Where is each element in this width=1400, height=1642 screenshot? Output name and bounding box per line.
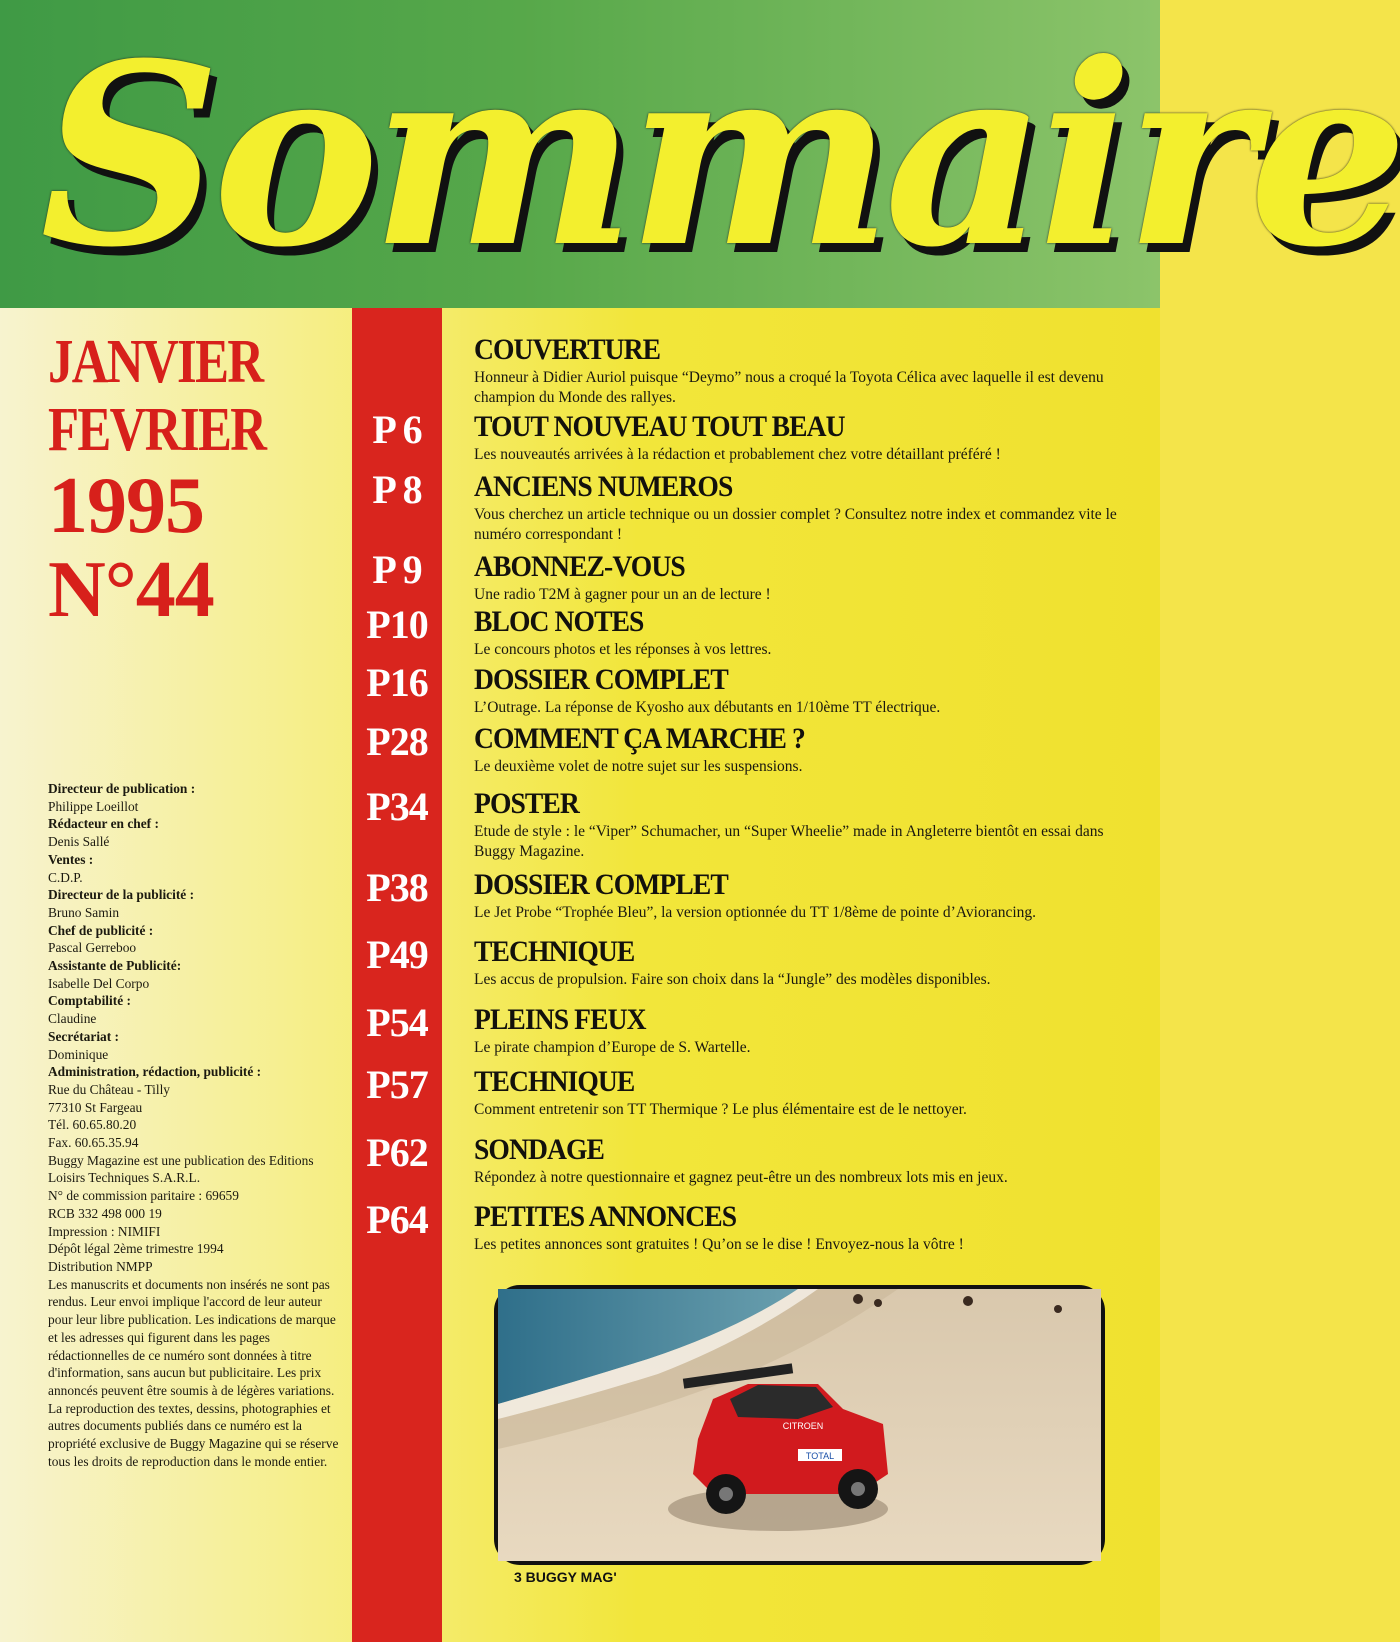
entry-description: Le deuxième volet de notre sujet sur les suspensions. <box>474 758 803 775</box>
beach-car-illustration <box>498 1289 1101 1561</box>
credit-text: Les manuscrits et documents non insérés ne sont pas rendus. Leur envoi implique l'accord de leur auteur pour leur libre publication. Les indications de marque et les adresses qui figurent dans les pages rédactionnelles de ce numéro sont données à titre d'information, sans aucun but publicitaire. Les prix annoncés peuvent être soumis à de légères variations. <box>48 1276 336 1398</box>
entry-description: Honneur à Didier Auriol puisque “Deymo” nous a croqué la Toyota Célica avec laquelle il est devenu champion du Monde des rallyes. <box>474 369 1104 406</box>
issue-date <box>48 328 348 632</box>
credit-value: Philippe Loeillot <box>48 798 139 814</box>
entry-title: PETITES ANNONCES <box>474 1200 737 1233</box>
page-number: P64 <box>366 1197 428 1242</box>
page-number: P10 <box>366 602 428 647</box>
credit-text: Fax. 60.65.35.94 <box>48 1135 139 1151</box>
credit-text: Tél. 60.65.80.20 <box>48 1117 137 1133</box>
entry-description: Etude de style : le “Viper” Schumacher, un “Super Wheelie” made in Angleterre bientôt en essai dans Buggy Magazine. <box>474 823 1104 860</box>
credit-text: Dépôt légal 2ème trimestre 1994 <box>48 1241 224 1257</box>
header-band <box>0 0 1400 308</box>
credit-text: Distribution NMPP <box>48 1258 153 1274</box>
issue-year: 1995 <box>48 462 204 550</box>
entry-title: SONDAGE <box>474 1133 605 1166</box>
entry-description: L’Outrage. La réponse de Kyosho aux débutants en 1/10ème TT électrique. <box>474 699 941 716</box>
entry-title: DOSSIER COMPLET <box>474 663 728 696</box>
page-number: P54 <box>366 1000 428 1045</box>
credit-text: N° de commission paritaire : 69659 <box>48 1188 239 1204</box>
entry-title: TOUT NOUVEAU TOUT BEAU <box>474 410 845 443</box>
page-title: Sommaire <box>40 8 1400 302</box>
car-livery: CITROEN <box>782 1421 824 1431</box>
entry-description: Le pirate champion d’Europe de S. Wartelle. <box>474 1039 751 1056</box>
entry-description: Comment entretenir son TT Thermique ? Le plus élémentaire est de le nettoyer. <box>474 1101 967 1118</box>
credit-value: Dominique <box>48 1046 109 1062</box>
credit-label: Secrétariat : <box>48 1028 120 1044</box>
credit-value: Denis Sallé <box>48 834 110 850</box>
page-number: P16 <box>366 660 428 705</box>
entry-description: Le Jet Probe “Trophée Bleu”, la version optionnée du TT 1/8ème de pointe d’Aviorancing. <box>474 904 1037 921</box>
page-number: P28 <box>366 719 428 764</box>
credit-value: C.D.P. <box>48 869 83 885</box>
credit-text: RCB 332 498 000 19 <box>48 1205 162 1221</box>
credit-text: La reproduction des textes, dessins, photographies et autres documents publiés dans ce numéro est la propriété exclusive de Buggy Magazine qui se réserve tous les droits de reproduction dans le monde entier. <box>48 1400 339 1469</box>
entry-title: PLEINS FEUX <box>474 1003 646 1036</box>
page-number: P 8 <box>372 467 422 512</box>
entry-title: BLOC NOTES <box>474 605 644 638</box>
entry-title: DOSSIER COMPLET <box>474 868 728 901</box>
credit-value: Isabelle Del Corpo <box>48 975 150 991</box>
page-folio: 3 BUGGY MAG' <box>514 1569 617 1585</box>
credit-label: Directeur de la publicité : <box>48 887 195 903</box>
entry-title: COUVERTURE <box>474 333 661 366</box>
entry-description: Vous cherchez un article technique ou un dossier complet ? Consultez notre index et commandez vite le numéro correspondant ! <box>474 506 1117 543</box>
page-number: P34 <box>366 784 428 829</box>
entry-description: Les accus de propulsion. Faire son choix dans la “Jungle” des modèles disponibles. <box>474 971 991 988</box>
credit-label: Administration, rédaction, publicité : <box>48 1064 262 1080</box>
issue-month-1: JANVIER <box>48 328 263 396</box>
page-number: P 6 <box>372 407 422 452</box>
credit-label: Assistante de Publicité: <box>48 958 182 974</box>
entry-title: POSTER <box>474 787 579 820</box>
car-plate: TOTAL <box>805 1451 835 1461</box>
credit-label: Chef de publicité : <box>48 922 154 938</box>
credit-label: Directeur de publication : <box>48 781 196 796</box>
car-photo <box>494 1285 1105 1565</box>
page-number: P 9 <box>372 547 422 592</box>
credit-text: Impression : NIMIFI <box>48 1223 161 1239</box>
masthead-credits <box>48 780 348 1470</box>
page-number: P57 <box>366 1062 428 1107</box>
issue-number: N°44 <box>48 546 214 634</box>
page-number: P38 <box>366 865 428 910</box>
entry-title: TECHNIQUE <box>474 935 635 968</box>
credit-text: Buggy Magazine est une publication des Editions Loisirs Techniques S.A.R.L. <box>48 1152 314 1186</box>
credit-value: Pascal Gerreboo <box>48 940 137 956</box>
issue-month-2: FEVRIER <box>48 396 266 464</box>
page-number: P62 <box>366 1130 428 1175</box>
entry-title: ABONNEZ-VOUS <box>474 550 685 583</box>
credit-value: Bruno Samin <box>48 904 120 920</box>
entry-description: Une radio T2M à gagner pour un an de lecture ! <box>474 586 771 603</box>
entry-description: Les nouveautés arrivées à la rédaction et probablement chez votre détaillant préféré ! <box>474 446 1001 463</box>
entry-title: TECHNIQUE <box>474 1065 635 1098</box>
credit-label: Comptabilité : <box>48 993 131 1009</box>
credit-value: Claudine <box>48 1011 97 1027</box>
page-number: P49 <box>366 932 428 977</box>
entry-description: Le concours photos et les réponses à vos lettres. <box>474 641 772 658</box>
credit-text: 77310 St Fargeau <box>48 1099 143 1115</box>
entry-title: COMMENT ÇA MARCHE ? <box>474 722 805 755</box>
entry-description: Les petites annonces sont gratuites ! Qu’on se le dise ! Envoyez-nous la vôtre ! <box>474 1236 964 1253</box>
credit-value: Rue du Château - Tilly <box>48 1081 171 1097</box>
entry-title: ANCIENS NUMEROS <box>474 470 733 503</box>
credit-label: Ventes : <box>48 851 94 867</box>
credit-label: Rédacteur en chef : <box>48 816 159 832</box>
entry-description: Répondez à notre questionnaire et gagnez peut-être un des nombreux lots mis en jeux. <box>474 1169 1008 1186</box>
